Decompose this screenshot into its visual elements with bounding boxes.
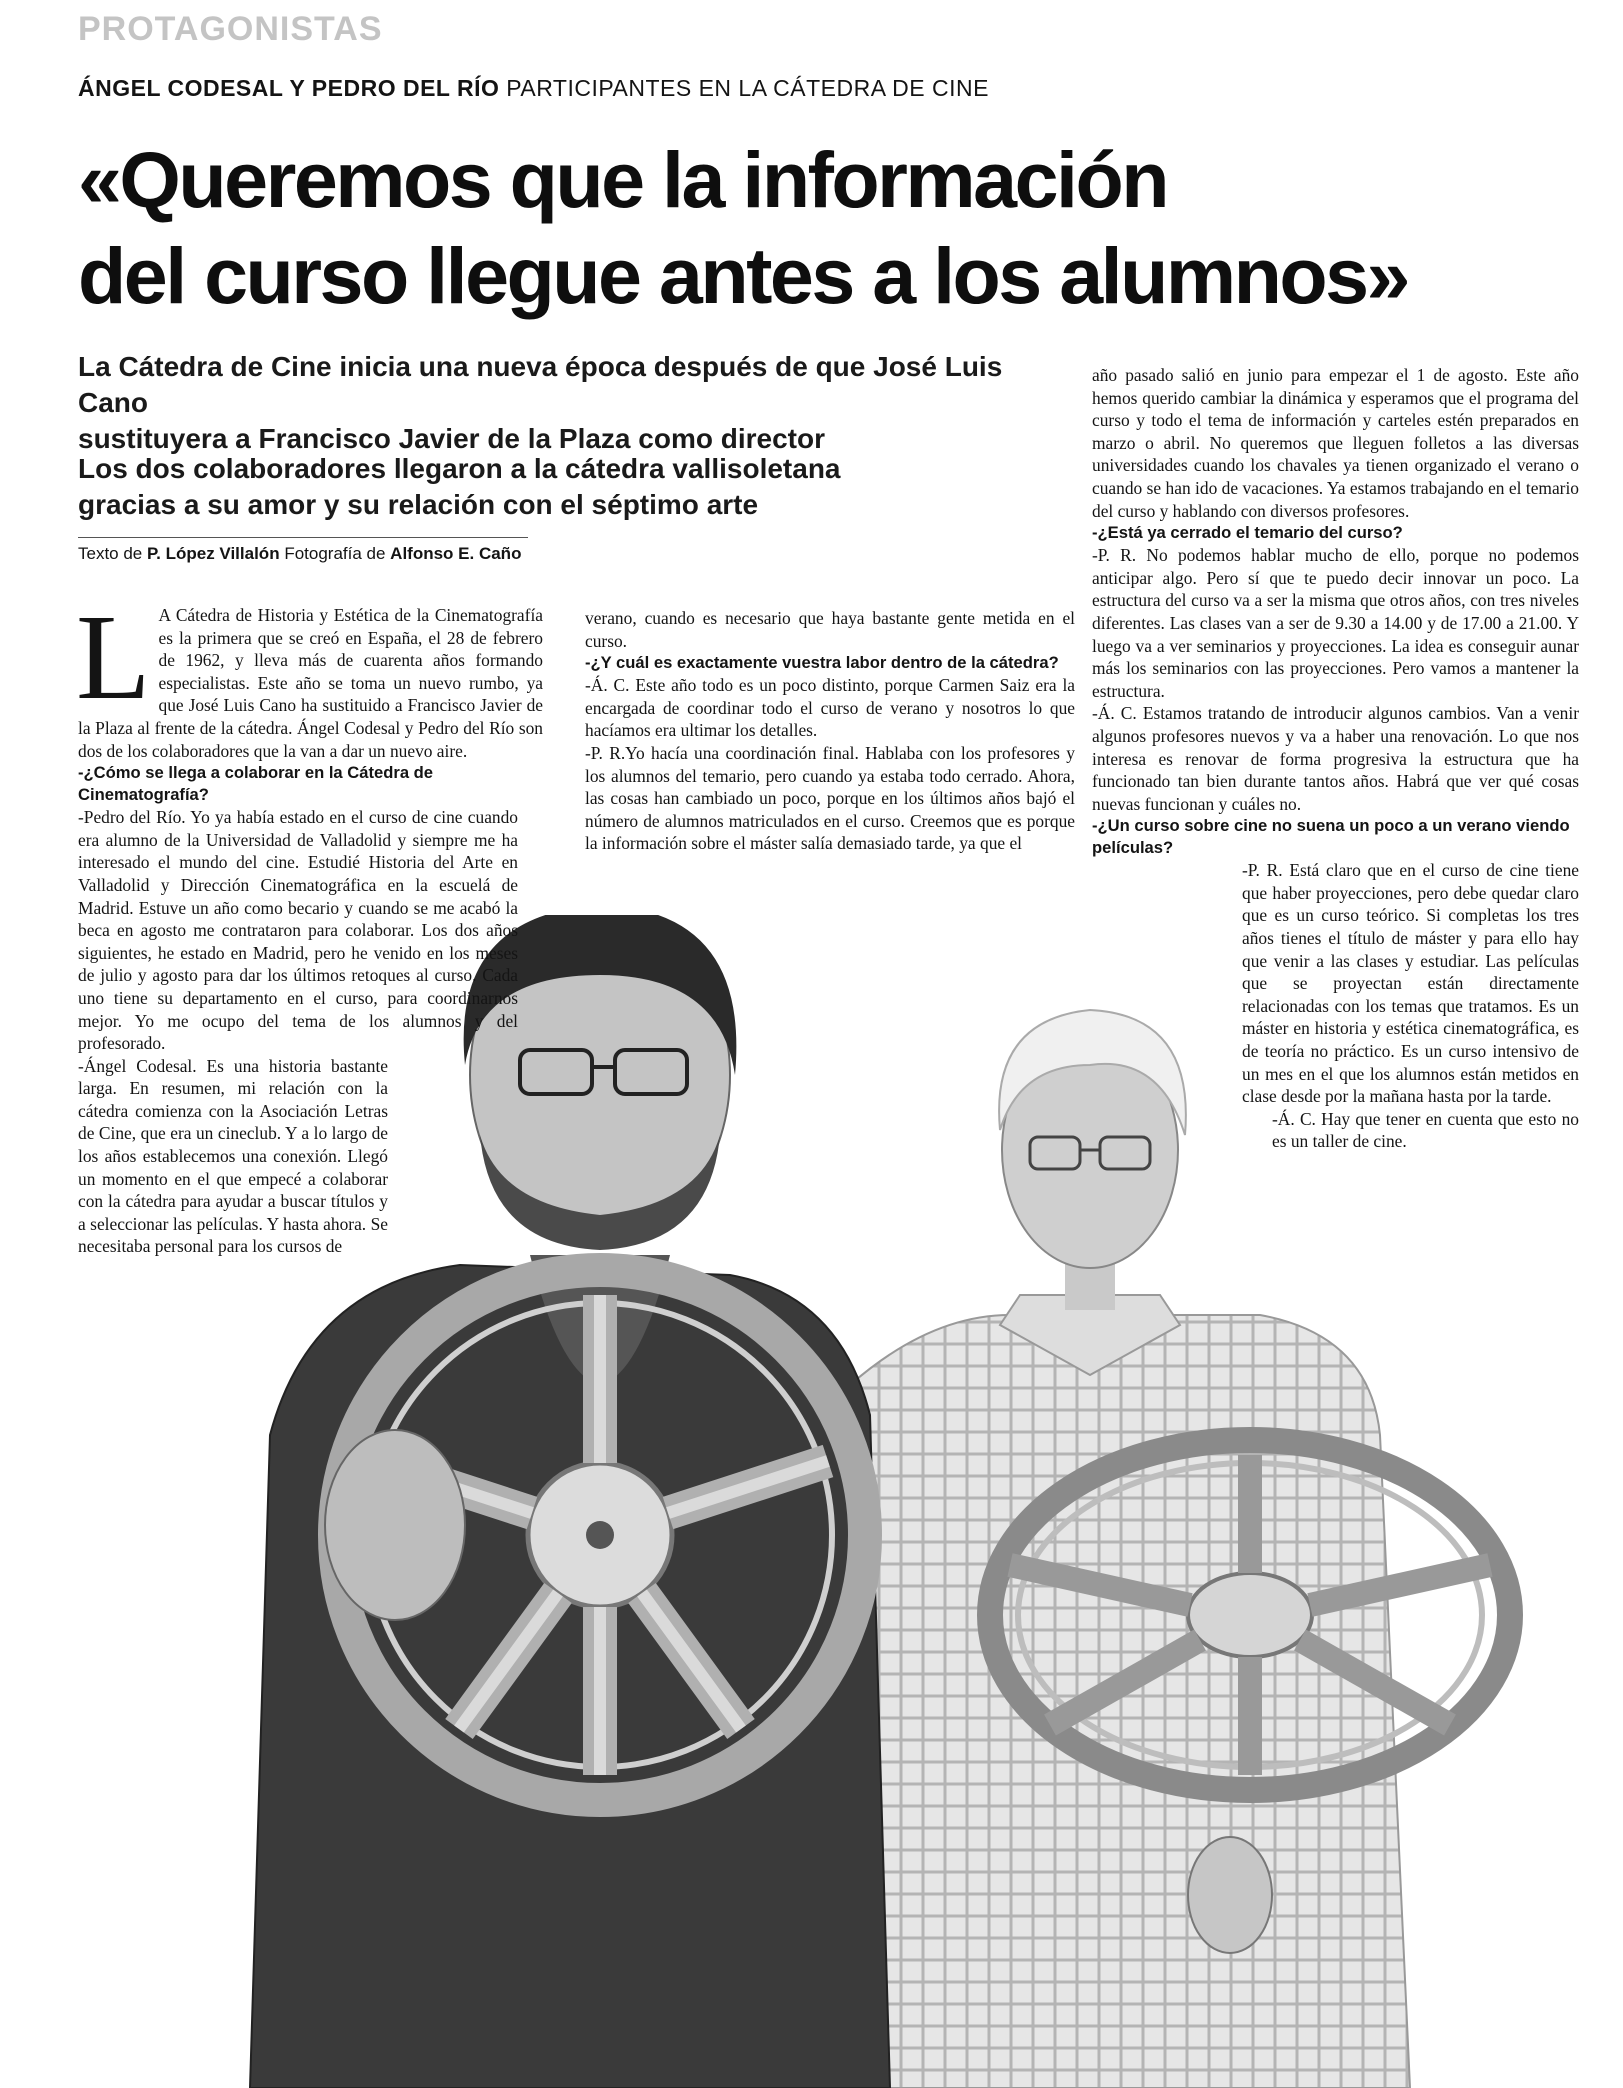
column-3 [1092,364,1579,1153]
answer-3-angel: -Á. C. Estamos tratando de introducir algunos cambios. Van a venir algunos profesores nuevos y va a haber una renovación. Lo que nos interesa es renovar de forma progresiva la estructura que ha funcionado tan bien durante tantos años. Habrá que ver qué cosas nuevas funcionan y cuáles no. [1092,703,1579,814]
answer-3-pedro: -P. R. No podemos hablar mucho de ello, porque no podemos anticipar algo. Pero sí que te puedo decir innovar un poco. La estructura del curso va a ser la misma que otros años, con tres niveles diferentes. Las clases van a ser de 9.30 a 14.00 y de 17.00 a 21.00. Y luego va a ver seminarios y proyecciones. La idea es conseguir aunar más los seminarios con las proyecciones. Pero vamos a mantener la estructura. [1092,545,1579,701]
deck-2-line-2: gracias a su amor y su relación con el séptimo arte [78,489,759,520]
right-hand [1188,1837,1272,1953]
headline [78,132,1548,324]
column-2 [585,607,1075,855]
byline-photographer: Alfonso E. Caño [390,544,522,563]
dropcap: L [76,590,151,725]
left-hand [325,1430,465,1620]
byline-text-prefix: Texto de [78,544,143,563]
question-3: -¿Está ya cerrado el temario del curso? [1092,523,1403,543]
question-4: -¿Un curso sobre cine no suena un poco a un verano viendo películas? [1092,816,1570,858]
column-3-continuation: año pasado salió en junio para empezar el 1 de agosto. Este año hemos querido cambiar la dinámica y esperamos que el programa del curso y todo el tema de información y carteles estén preparados en marzo o abril. No queremos que lleguen folletos a las diversas universidades cuando los chavales ya tienen organizado el verano o cuando se han ido de vacaciones. Ya estamos trabajando en el temario del curso y hablando con diversos profesores. [1092,365,1579,521]
byline-photo-prefix: Fotografía de [284,544,386,563]
column-1 [76,590,543,1258]
headline-line-2: del curso llegue antes a los alumnos» [78,231,1408,320]
answer-4-angel: -Á. C. Hay que tener en cuenta que esto no es un taller de cine. [1272,1108,1579,1152]
answer-4-pedro: -P. R. Está claro que en el curso de cine tiene que haber proyecciones, pero debe quedar claro que es un curso teórico. Si completas los tres años tienes el título de máster y para ello hay que venir a las clases y estudiar. Las películas que se proyectan están directamente relacionadas con los temas que tratamos. Es un máster en historia y estética cinematográfica, es de teoría no práctico. Es un curso intensivo de un mes en el que los alumnos están metidos en clase desde por la mañana hasta por la tarde. [1242,860,1579,1107]
answer-2-pedro: -P. R.Yo hacía una coordinación final. Hablaba con los profesores y los alumnos del temario, pero cuando ya estaba todo cerrado. Ahora, las cosas han cambiado un poco, porque en los últimos años bajó el número de alumnos matriculados en el curso. Creemos que es porque la información sobre el máster salía demasiado tarde, ya que el [585,742,1075,854]
kicker-names: ÁNGEL CODESAL Y PEDRO DEL RÍO [78,75,500,101]
column-2-continuation: verano, cuando es necesario que haya bastante gente metida en el curso. [585,608,1075,651]
deck-1 [78,349,1038,457]
intro-text: A Cátedra de Historia y Estética de la Cinematografía es la primera que se creó en España, el 28 de febrero de 1962, y lleva más de cuarenta años formando especialistas. Este año se toma un nuevo rumbo, ya que José Luis Cano ha sustituido a Francisco Javier de la Plaza al frente de la cátedra. Ángel Codesal y Pedro del Río son dos de los colaboradores que la van a dar un nuevo aire. [78,605,543,761]
answer-1-pedro: -Pedro del Río. Yo ya había estado en el curso de cine cuando era alumno de la Universidad de Valladolid y siempre me ha interesado el mundo del cine. Estudié Historia del Arte en Valladolid y Dirección Cinematográfica en la escuelá de Madrid. Estuve un año como becario y cuando se me acabó la beca en agosto me contrataron para colaborar. Los dos años siguientes, he estado en Madrid, pero he venido en los meses de julio y agosto para dar los últimos retoques al curso. Cada uno tiene su departamento en el curso, para coordinarnos mejor. Yo me ocupo del tema de los alumnos y del profesorado. [78,807,518,1054]
section-label: PROTAGONISTAS [78,10,383,48]
deck-1-line-1: La Cátedra de Cine inicia una nueva época después de que José Luis Cano [78,351,1003,418]
deck-2-line-1: Los dos colaboradores llegaron a la cátedra vallisoletana [78,453,841,484]
deck-2 [78,451,938,523]
answer-2-angel: -Á. C. Este año todo es un poco distinto, porque Carmen Saiz era la encargada de coordinar todo el curso de verano y nosotros lo que hacíamos era ultimar los detalles. [585,675,1075,741]
question-1: -¿Cómo se llega a colaborar en la Cátedra de Cinematografía? [78,763,434,805]
byline-author: P. López Villalón [147,544,280,563]
right-man [830,1010,1410,2088]
answer-1-angel: -Ángel Codesal. Es una historia bastante larga. En resumen, mi relación con la cátedra comienza con la Asociación Letras de Cine, que era un cineclub. Y a lo largo de los años establecemos una conexión. Llegó un momento en el que empecé a colaborar con la cátedra para ayudar a buscar títulos y a seleccionar las películas. Y hasta ahora. Se necesitaba personal para los cursos de [78,1055,388,1257]
question-2: -¿Y cuál es exactamente vuestra labor dentro de la cátedra? [585,653,1059,673]
intro-paragraph [76,590,543,762]
deck-1-line-2: sustituyera a Francisco Javier de la Plaza como director [78,423,825,454]
kicker [78,75,989,102]
kicker-role: PARTICIPANTES EN LA CÁTEDRA DE CINE [506,75,989,101]
byline [78,537,528,564]
headline-line-1: «Queremos que la información [78,135,1167,224]
